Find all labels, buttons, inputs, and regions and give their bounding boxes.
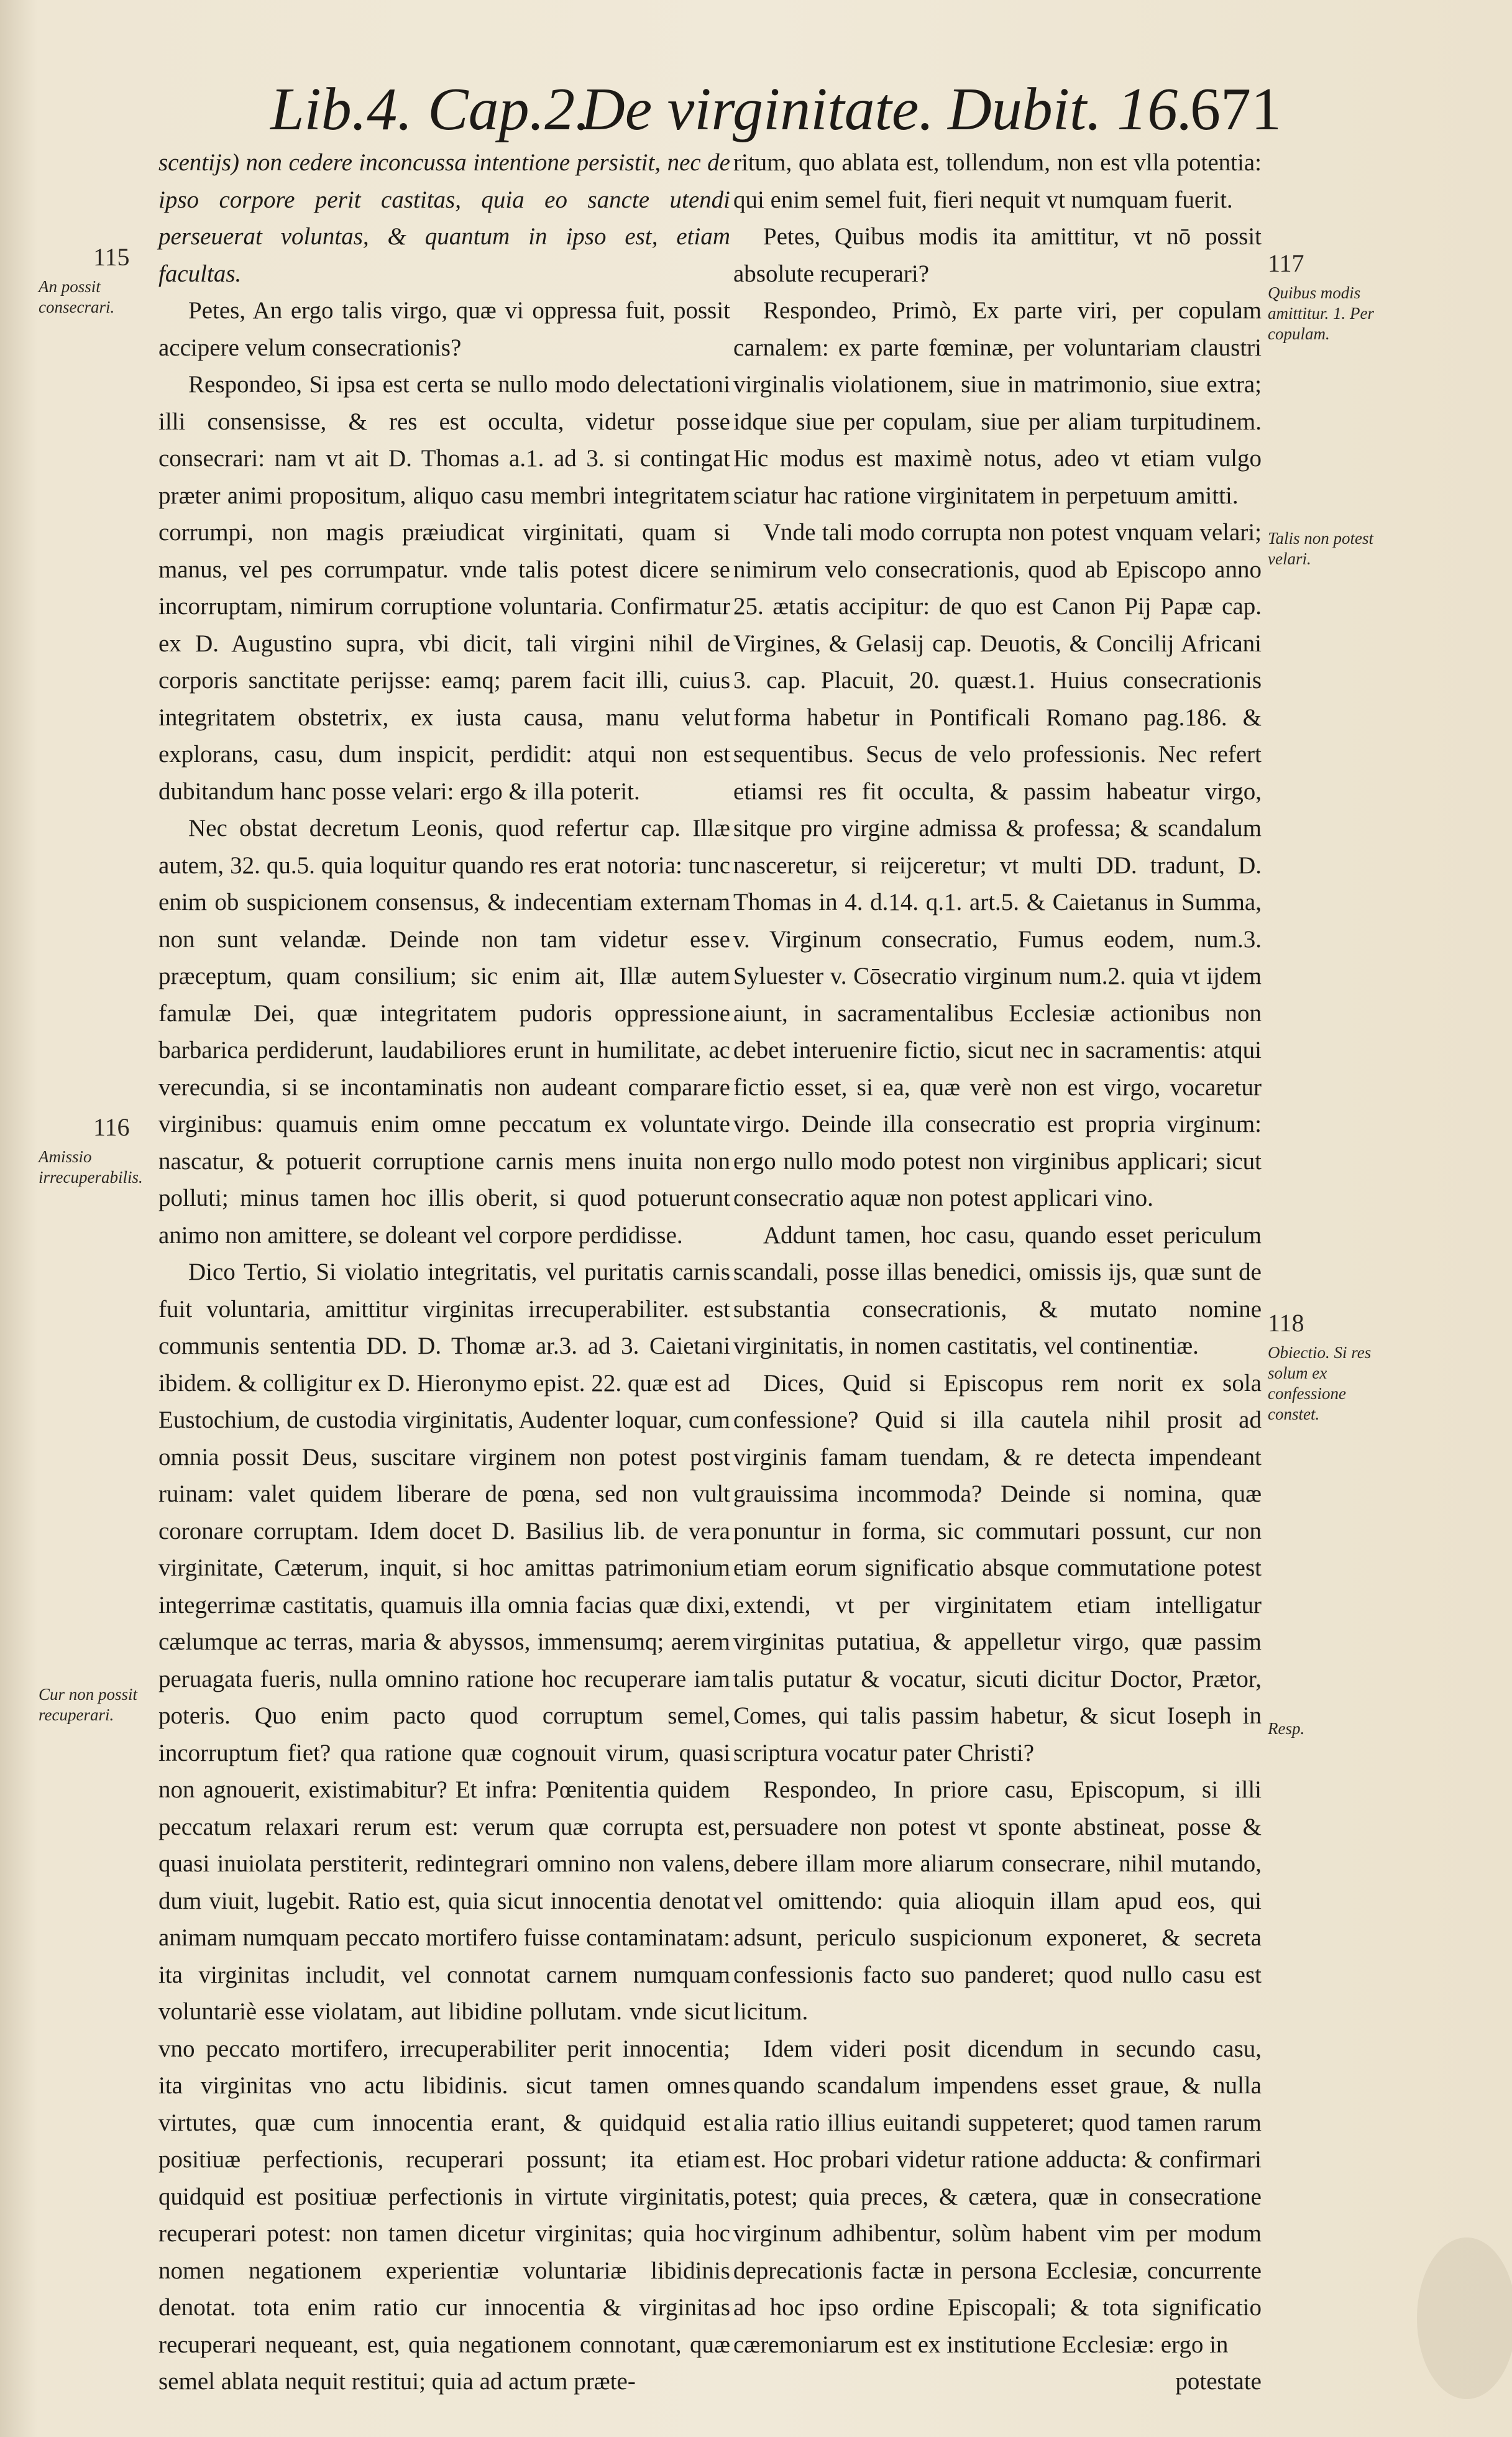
paragraph: Idem videri posit dicendum in secundo casu, quando scandalum impendens esset graue, & nulla alia ratio illius euitandi suppeteret; quod tamen rarum est. Hoc probari videtur ratione adducta: & confirmari potest; quia preces, & cætera, quæ in consecratione virginum adhibentur, solùm habent vim per modum deprecationis factæ in persona Ecclesiæ, concurrente ad hoc ipso ordine Episcopali; & tota significatio cæremoniarum est ex institutione Ecclesiæ: ergo in — [733, 2035, 1262, 2358]
catchword: potestate — [1175, 2368, 1262, 2395]
paragraph: Respondeo, Primò, Ex parte viri, per copulam carnalem: ex parte fœminæ, per voluntariam claustri virginalis violationem, siue in matrimonio, siue extra; idque siue per copulam, siue per aliam turpitudinem. Hic modus est maximè notus, adeo vt etiam vulgo sciatur hac ratione virginitatem in perpetuum amitti. — [733, 297, 1262, 509]
paragraph: Dices, Quid si Episcopus rem norit ex sola confessione? Quid si illa cautela nihil prosit ad virginis famam tuendam, & re detecta impendeant grauissima incommoda? Deinde si nomina, quæ ponuntur in forma, sic commutari possunt, cur non etiam eorum significatio absque commutatione potest extendi, vt per virginitatem etiam intelligatur virginitas putatiua, & appelletur virgo, quæ passim talis putatur & vocatur, sicuti dicitur Doctor, Prætor, Comes, qui talis passim habetur, & sicut Ioseph in scriptura vocatur pater Christi? — [733, 1369, 1262, 1766]
header-dubit: Dubit. 16. — [948, 76, 1193, 143]
right-column — [733, 144, 1262, 2400]
left-column — [158, 144, 730, 2400]
paragraph: Vnde tali modo corrupta non potest vnquam velari; nimirum velo consecrationis, quod ab Episcopo anno 25. ætatis accipitur: de quo est Canon Pij Papæ cap. Virgines, & Gelasij cap. Deuotis, & Concilij Africani 3. cap. Placuit, 20. quæst.1. Huius consecrationis forma habetur in Pontificali Romano pag.186. & sequentibus. Secus de velo professionis. Nec refert etiamsi res fit occulta, & passim habeatur virgo, sitque pro virgine admissa & professa; & scandalum nasceretur, si reijceretur; vt multi DD. tradunt, D. Thomas in 4. d.14. q.1. art.5. & Caietanus in Summa, v. Virginum consecratio, Fumus eodem, num.3. Syluester v. Cōsecratio virginum num.2. quia vt ijdem aiunt, in sacramentalibus Ecclesiæ actionibus non debet interuenire fictio, sicut nec in sacramentis: atqui fictio esset, si ea, quæ verè non est virgo, vocaretur virgo. Deinde illa consecratio est propria virginum: ergo nullo modo potest non virginibus applicari; sicut consecratio aquæ non potest applicari vino. — [733, 519, 1262, 1211]
margin-number-118: 118 — [1268, 1309, 1304, 1337]
paragraph: scentijs) non cedere inconcussa intentione persistit, nec de ipso corpore perit castitas, quia eo sancte utendi perseuerat voluntas, & quantum in ipso est, etiam facultas. — [158, 149, 730, 287]
margin-number-115: 115 — [93, 243, 130, 271]
margin-number-117: 117 — [1268, 249, 1304, 277]
paragraph: Addunt tamen, hoc casu, quando esset periculum scandali, posse illas benedici, omissis ijs, quæ sunt de substantia consecrationis, & mutato nomine virginitatis, in nomen castitatis, vel continentiæ. — [733, 1221, 1262, 1359]
running-header — [270, 75, 1283, 143]
margin-note-118: Obiectio. Si res solum ex confessione constet. — [1268, 1343, 1372, 1423]
paragraph: Nec obstat decretum Leonis, quod refertur cap. Illæ autem, 32. qu.5. quia loquitur quando res erat notoria: tunc enim ob suspicionem consensus, & indecentiam externam non sunt velandæ. Deinde non tam videtur esse præceptum, quam consilium; sic enim ait, Illæ autem famulæ Dei, quæ integritatem pudoris oppressione barbarica perdiderunt, laudabiliores erunt in humilitate, ac verecundia, si se incontaminatis non audeant comparare virginibus: quamuis enim omne peccatum ex voluntate nascatur, & potuerit corruptione carnis mens inuita non polluti; minus tamen hoc illis oberit, si quod potuerunt animo non amittere, se doleant vel corpore perdidisse. — [158, 815, 730, 1249]
margin-note-talis: Talis non potest velari. — [1268, 529, 1374, 568]
margin-note-resp: Resp. — [1268, 1719, 1305, 1738]
paragraph: Petes, Quibus modis ita amittitur, vt nō possit absolute recuperari? — [733, 223, 1262, 287]
header-book-chapter: Lib.4. Cap.2. — [270, 76, 590, 143]
margin-note-cur: Cur non possit recuperari. — [39, 1685, 138, 1724]
page-stain — [1417, 2237, 1512, 2399]
paragraph: Respondeo, In priore casu, Episcopum, si illi persuadere non potest vt sponte abstineat, posse & debere illam more aliarum consecrare, nihil mutando, vel omittendo: quia alioquin illam apud eos, qui adsunt, periculo suspicionum exponeret, & secreta confessionis facto suo panderet; quod nullo casu est licitum. — [733, 1776, 1262, 2025]
paragraph: Dico Tertio, Si violatio integritatis, vel puritatis carnis fuit voluntaria, amittitur virginitas irrecuperabiliter. est communis sententia DD. D. Thomæ ar.3. ad 3. Caietani ibidem. & colligitur ex D. Hieronymo epist. 22. quæ est ad Eustochium, de custodia virginitatis, Audenter loquar, cum omnia possit Deus, suscitare virginem non potest post ruinam: valet quidem liberare de pœna, sed non vult coronare corruptam. Idem docet D. Basilius lib. de vera virginitate, Cæterum, inquit, si hoc amittas patrimonium integerrimæ castitatis, quamuis illa omnia facias quæ dixi, cælumque ac terras, maria & abyssos, immensumq; aerem peruagata fueris, nulla omnino ratione hoc recuperare iam poteris. Quo enim pacto quod corruptum semel, incorruptum fiet? qua ratione quæ cognouit virum, quasi non agnouerit, existimabitur? Et infra: Pœnitentia quidem peccatum relaxari rerum est: verum quæ corrupta est, quasi inuiolata perstiterit, redintegrari omnino non valens, dum viuit, lugebit. Ratio est, quia sicut innocentia denotat animam numquam peccato mortifero fuisse contaminatam: ita virginitas includit, vel connotat carnem numquam voluntariè esse violatam, aut libidine pollutam. vnde sicut vno peccato mortifero, irrecuperabiliter perit innocentia; ita virginitas vno actu libidinis. sicut tamen omnes virtutes, quæ cum innocentia erant, & quidquid est positiuæ perfectionis, recuperari possunt; ita etiam quidquid est positiuæ perfectionis in virtute virginitatis, recuperari potest: non tamen dicetur virginitas; quia hoc nomen negationem experientiæ voluntariæ libidinis denotat. tota enim ratio cur innocentia & virginitas recuperari nequeant, est, quia negationem connotant, quæ semel ablata nequit restitui; quia ad actum præte- — [158, 1259, 730, 2395]
paragraph: Petes, An ergo talis virgo, quæ vi oppressa fuit, possit accipere velum consecrationis? — [158, 297, 730, 361]
paragraph: Respondeo, Si ipsa est certa se nullo modo delectationi illi consensisse, & res est occulta, videtur posse consecrari: nam vt ait D. Thomas a.1. ad 3. si contingat præter animi propositum, aliquo casu membri integritatem corrumpi, non magis præiudicat virginitati, quam si manus, vel pes corrumpatur. vnde talis potest dicere se incorruptam, nimirum corruptione voluntaria. Confirmatur ex D. Augustino supra, vbi dicit, tali virgini nihil de corporis sanctitate perijsse: eamq; parem facit illi, cuius integritatem obstetrix, ex iusta causa, manu velut explorans, casu, dum inspicit, perdidit: atqui non est dubitandum hanc posse velari: ergo & illa poterit. — [158, 371, 730, 805]
margin-number-116: 116 — [93, 1113, 130, 1141]
header-title: De virginitate. — [581, 76, 934, 143]
margin-note-116: Amissio irrecuperabilis. — [39, 1147, 143, 1186]
page-number: 671 — [1190, 76, 1281, 143]
margin-note-117: Quibus modis amittitur. 1. Per copulam. — [1268, 283, 1375, 343]
paragraph: ritum, quo ablata est, tollendum, non est vlla potentia: qui enim semel fuit, fieri nequit vt numquam fuerit. — [733, 149, 1262, 213]
margin-note-115: An possit consecrari. — [39, 277, 115, 316]
